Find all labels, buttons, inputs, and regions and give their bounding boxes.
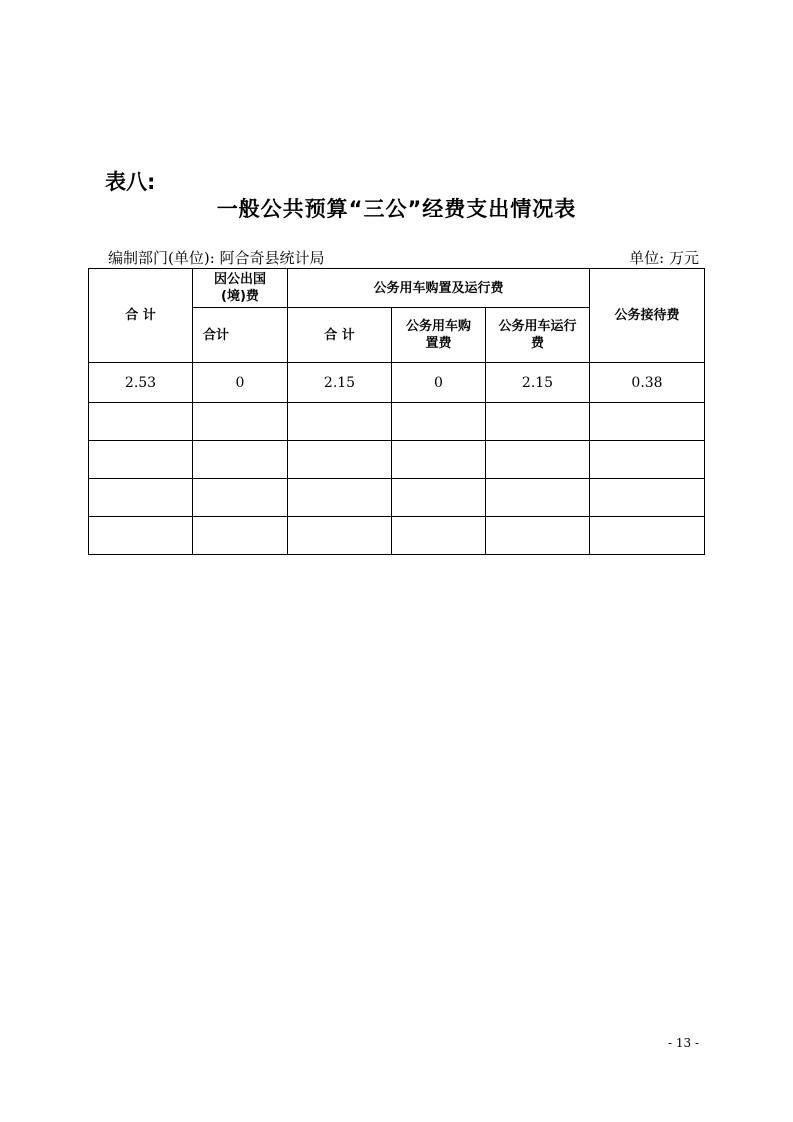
cell-reception bbox=[590, 479, 705, 517]
header-row-1 bbox=[89, 269, 705, 308]
cell-overseas: 0 bbox=[193, 363, 288, 403]
document-title: 一般公共预算“三公”经费支出情况表 bbox=[216, 197, 577, 221]
cell-overseas bbox=[193, 517, 288, 555]
cell-overseas bbox=[193, 479, 288, 517]
department-label: 编制部门(单位): 阿合奇县统计局 bbox=[108, 249, 325, 267]
unit-label: 单位: 万元 bbox=[629, 249, 699, 267]
header-vehicle-total: 合 计 bbox=[288, 308, 392, 363]
cell-vehicle-operation bbox=[486, 517, 590, 555]
table-row bbox=[89, 517, 705, 555]
table-label: 表八: bbox=[105, 170, 156, 194]
cell-overseas bbox=[193, 441, 288, 479]
cell-reception: 0.38 bbox=[590, 363, 705, 403]
cell-reception bbox=[590, 517, 705, 555]
cell-vehicle-purchase: 0 bbox=[392, 363, 486, 403]
cell-vehicle-operation: 2.15 bbox=[486, 363, 590, 403]
header-vehicle-purchase-line1: 公务用车购 bbox=[405, 319, 471, 334]
cell-total bbox=[89, 479, 193, 517]
cell-reception bbox=[590, 441, 705, 479]
header-reception: 公务接待费 bbox=[590, 269, 705, 363]
cell-vehicle-purchase bbox=[392, 403, 486, 441]
header-vehicle-operation bbox=[486, 308, 590, 363]
header-total: 合 计 bbox=[89, 269, 193, 363]
header-vehicle-purchase bbox=[392, 308, 486, 363]
cell-total bbox=[89, 441, 193, 479]
cell-vehicle-total bbox=[288, 517, 392, 555]
header-overseas bbox=[193, 269, 288, 308]
header-vehicle-operation-line1: 公务用车运行 bbox=[498, 319, 577, 334]
cell-vehicle-total bbox=[288, 441, 392, 479]
cell-vehicle-total bbox=[288, 403, 392, 441]
table-row bbox=[89, 403, 705, 441]
cell-vehicle-operation bbox=[486, 441, 590, 479]
page-number: - 13 - bbox=[667, 1036, 699, 1050]
header-vehicle-group: 公务用车购置及运行费 bbox=[288, 269, 590, 308]
cell-vehicle-purchase bbox=[392, 517, 486, 555]
cell-vehicle-total bbox=[288, 479, 392, 517]
cell-vehicle-purchase bbox=[392, 479, 486, 517]
cell-vehicle-total: 2.15 bbox=[288, 363, 392, 403]
expense-table bbox=[88, 268, 705, 555]
cell-overseas bbox=[193, 403, 288, 441]
table-row bbox=[89, 363, 705, 403]
table-row bbox=[89, 441, 705, 479]
cell-total bbox=[89, 403, 193, 441]
table-row bbox=[89, 479, 705, 517]
cell-vehicle-purchase bbox=[392, 441, 486, 479]
header-overseas-subtotal: 合计 bbox=[193, 308, 288, 363]
cell-reception bbox=[590, 403, 705, 441]
header-overseas-line2: (境)费 bbox=[221, 289, 259, 304]
cell-total bbox=[89, 517, 193, 555]
cell-vehicle-operation bbox=[486, 403, 590, 441]
header-overseas-line1: 因公出国 bbox=[213, 272, 266, 287]
cell-vehicle-operation bbox=[486, 479, 590, 517]
cell-total: 2.53 bbox=[89, 363, 193, 403]
header-vehicle-operation-line2: 费 bbox=[530, 336, 544, 351]
header-vehicle-purchase-line2: 置费 bbox=[425, 336, 452, 351]
